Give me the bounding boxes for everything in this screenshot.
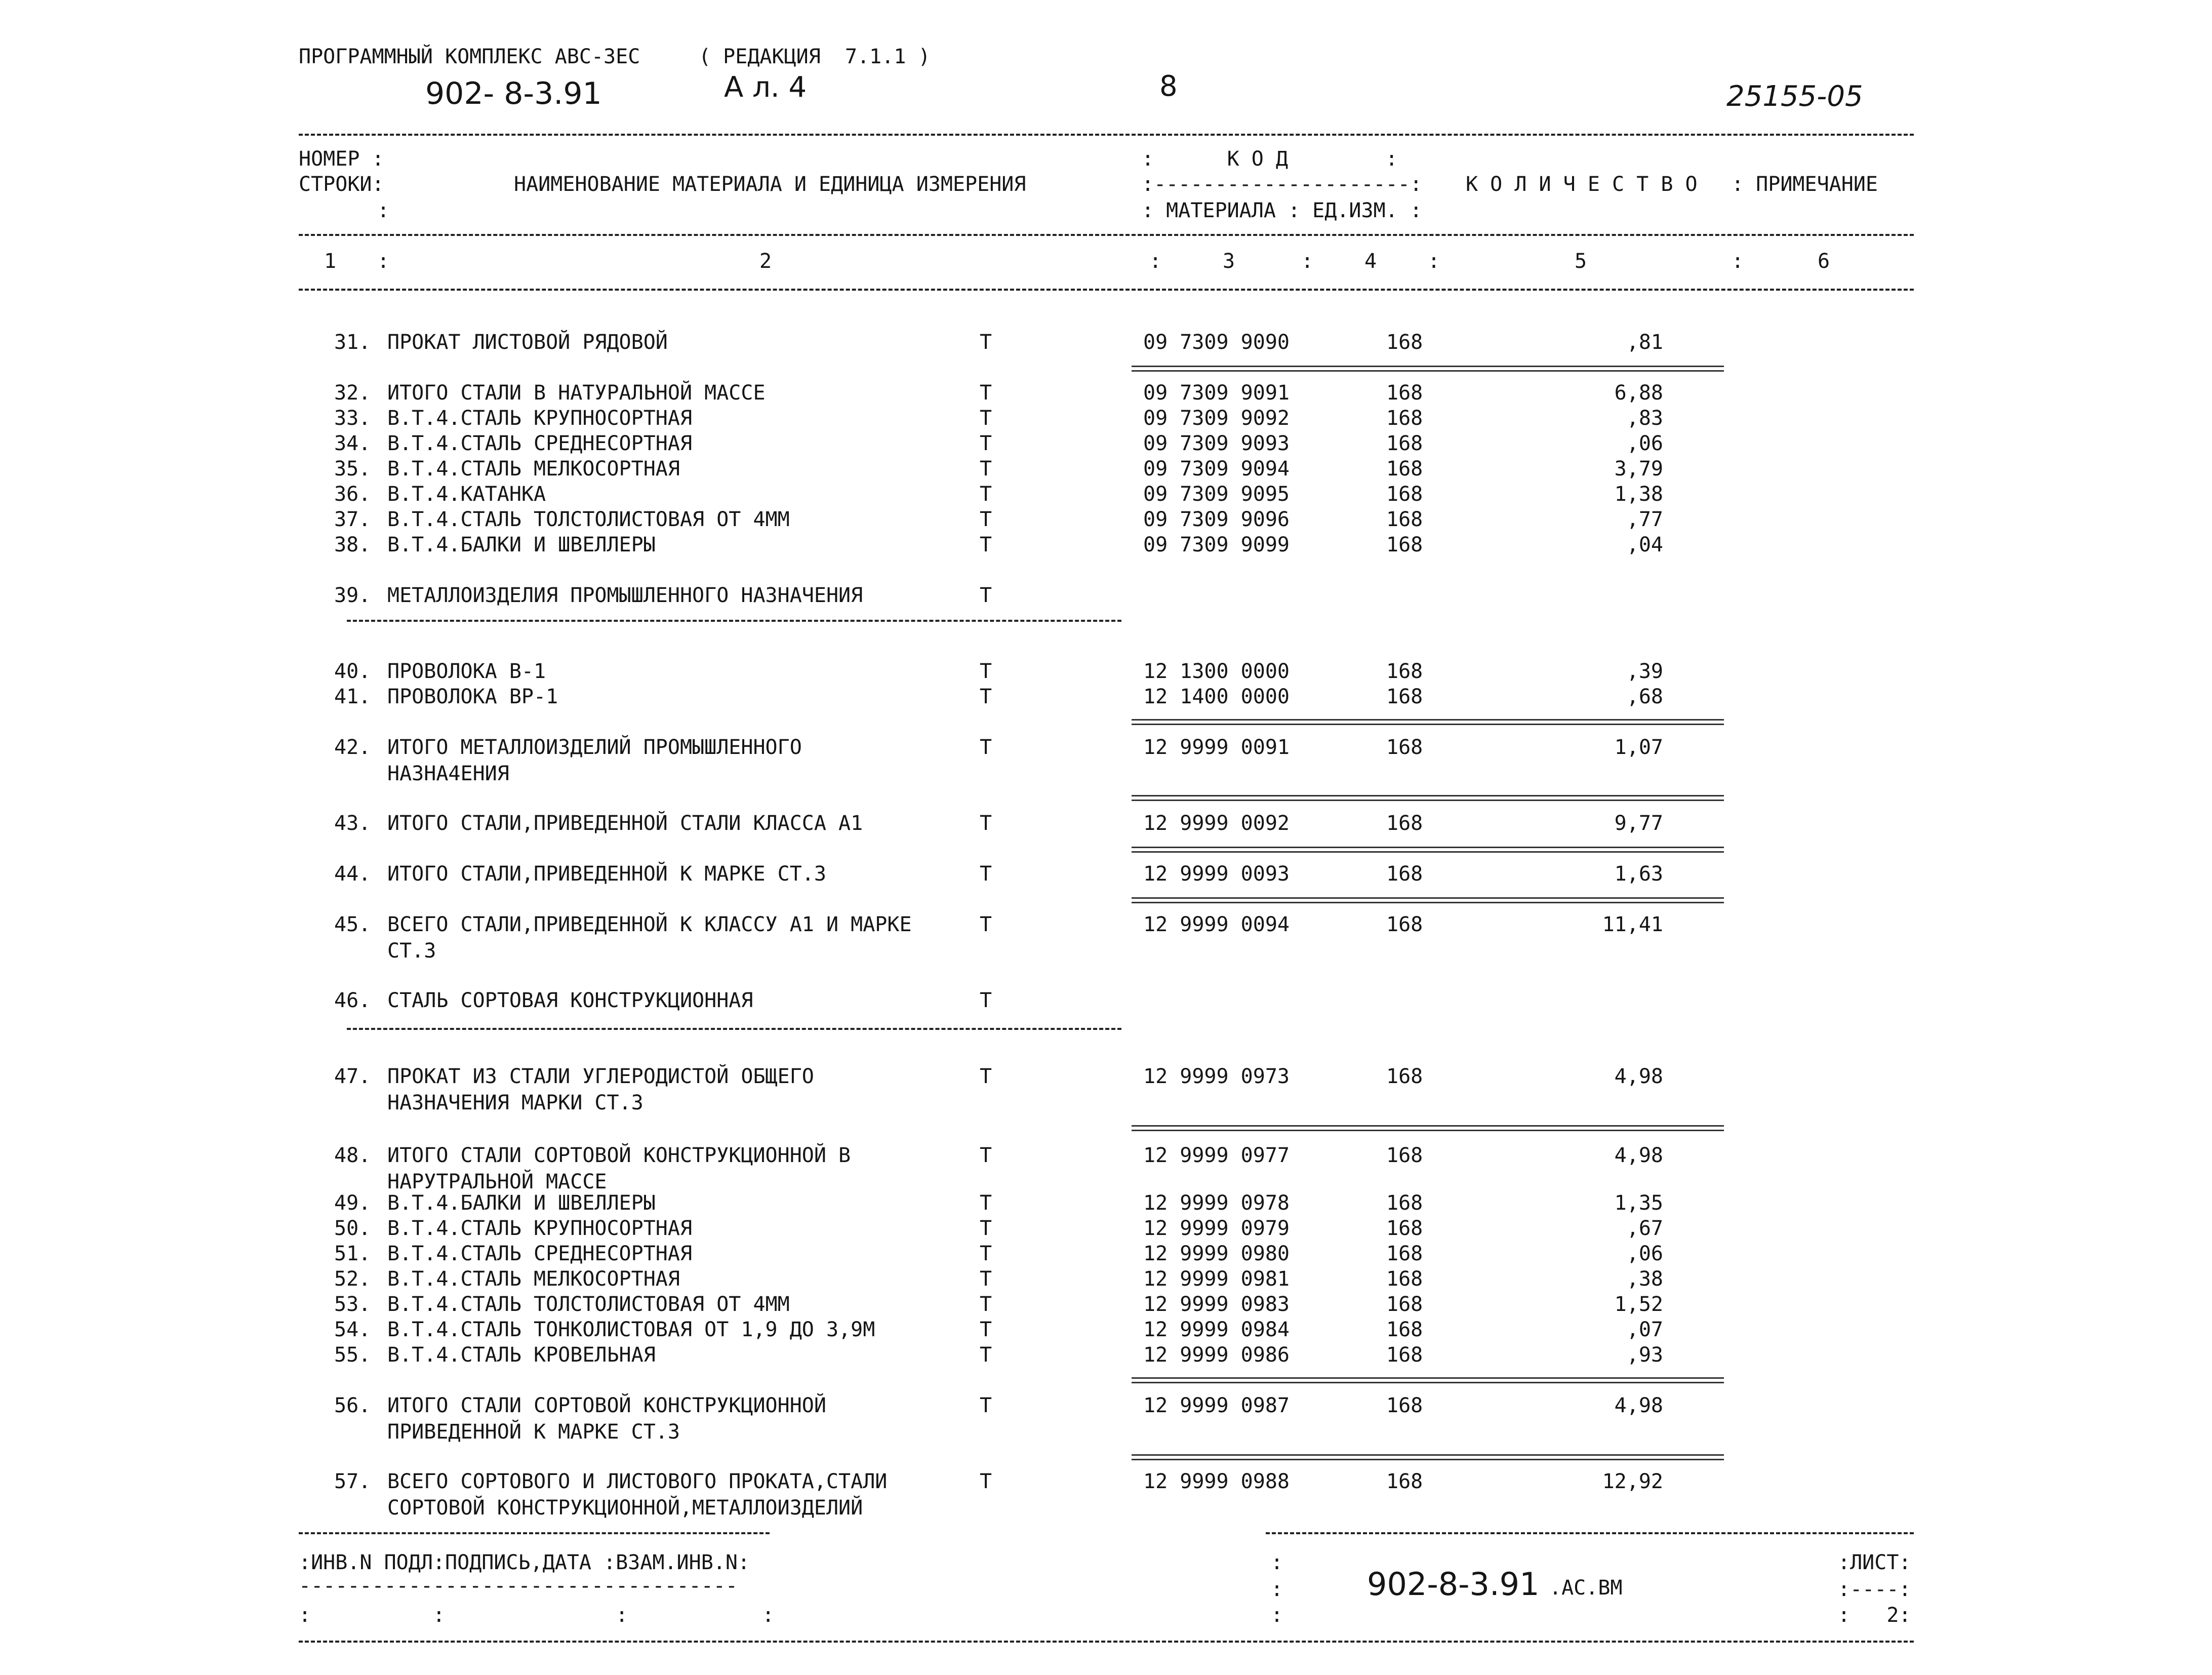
stamp-top-rule (299, 1532, 770, 1534)
total-separator (1132, 1454, 1724, 1460)
row-name: ПРОВОЛОКА В-1 (387, 660, 546, 683)
row-material-code: 12 9999 0983 (1143, 1293, 1290, 1316)
row-quantity: ,81 (1626, 331, 1663, 354)
total-separator (1132, 847, 1724, 853)
row-unit-code: 168 (1386, 483, 1423, 506)
row-unit: Т (980, 1217, 992, 1240)
row-unit-code: 168 (1386, 660, 1423, 683)
row-quantity: ,67 (1626, 1217, 1663, 1240)
row-material-code: 09 7309 9099 (1143, 533, 1290, 556)
row-number: 38. (334, 533, 371, 556)
col-number-5: 5 (1575, 250, 1587, 273)
row-unit-code: 168 (1386, 1267, 1423, 1291)
row-number: 55. (334, 1343, 371, 1367)
program-title: ПРОГРАММНЫЙ КОМПЛЕКС АВС-ЗЕС (299, 45, 640, 68)
handwritten-album: А л. 4 (724, 71, 807, 104)
row-quantity: ,83 (1626, 407, 1663, 430)
stamp-labels: :ИНВ.N ПОДЛ:ПОДПИСЬ,ДАТА :ВЗАМ.ИНВ.N: (299, 1551, 750, 1574)
row-number: 42. (334, 736, 371, 759)
row-name: В.Т.4.СТАЛЬ СРЕДНЕСОРТНАЯ (387, 432, 693, 455)
row-name: В.Т.4.КАТАНКА (387, 483, 546, 506)
row-quantity: 12,92 (1602, 1470, 1663, 1493)
row-material-code: 09 7309 9093 (1143, 432, 1290, 455)
row-number: 44. (334, 862, 371, 886)
row-quantity: 1,38 (1614, 483, 1663, 506)
row-unit-code: 168 (1386, 1191, 1423, 1215)
row-name: НАЗНАЧЕНИЯ МАРКИ СТ.3 (387, 1091, 644, 1114)
row-quantity: 9,77 (1614, 812, 1663, 835)
row-unit: Т (980, 685, 992, 708)
row-quantity: 4,98 (1614, 1065, 1663, 1088)
row-unit: Т (980, 1470, 992, 1493)
footer-doc-code: 902-8-3.91 (1367, 1566, 1540, 1603)
col-sep: : (1732, 250, 1744, 273)
row-number: 46. (334, 989, 371, 1012)
row-material-code: 09 7309 9091 (1143, 381, 1290, 405)
stamp-cells: : : : : (299, 1604, 775, 1627)
total-separator (1132, 1377, 1724, 1383)
row-unit: Т (980, 381, 992, 405)
row-material-code: 12 9999 0094 (1143, 913, 1290, 936)
row-name: ВСЕГО СОРТОВОГО И ЛИСТОВОГО ПРОКАТА,СТАЛИ (387, 1470, 888, 1493)
footer-doc-suffix: .АС.ВМ (1549, 1576, 1623, 1600)
header-bottom-rule (299, 289, 1914, 291)
row-name: ИТОГО МЕТАЛЛОИЗДЕЛИЙ ПРОМЫШЛЕННОГО (387, 736, 802, 759)
col-number-2: 2 (759, 250, 772, 273)
row-name: СОРТОВОЙ КОНСТРУКЦИОННОЙ,МЕТАЛЛОИЗДЕЛИЙ (387, 1496, 863, 1520)
row-material-code: 12 9999 0981 (1143, 1267, 1290, 1291)
row-unit: Т (980, 508, 992, 531)
row-unit-code: 168 (1386, 1144, 1423, 1167)
stamp-dashes: ------------------------------------ (299, 1574, 738, 1598)
row-number: 45. (334, 913, 371, 936)
row-unit: Т (980, 533, 992, 556)
row-material-code: 12 9999 0093 (1143, 862, 1290, 886)
row-unit: Т (980, 457, 992, 481)
row-unit: Т (980, 812, 992, 835)
total-separator (1132, 1125, 1724, 1131)
row-name: ИТОГО СТАЛИ,ПРИВЕДЕННОЙ К МАРКЕ СТ.3 (387, 862, 826, 886)
row-quantity: ,04 (1626, 533, 1663, 556)
row-quantity: ,77 (1626, 508, 1663, 531)
row-quantity: 11,41 (1602, 913, 1663, 936)
row-unit: Т (980, 1343, 992, 1367)
row-number: 57. (334, 1470, 371, 1493)
row-number: 56. (334, 1394, 371, 1417)
title-block-top-rule (1266, 1532, 1914, 1534)
row-unit-code: 168 (1386, 736, 1423, 759)
row-number: 52. (334, 1267, 371, 1291)
col-sep: : (1301, 250, 1314, 273)
row-name: В.Т.4.СТАЛЬ СРЕДНЕСОРТНАЯ (387, 1242, 693, 1265)
total-separator (1132, 795, 1724, 801)
row-unit: Т (980, 660, 992, 683)
row-quantity: ,68 (1626, 685, 1663, 708)
row-unit: Т (980, 1191, 992, 1215)
row-material-code: 12 9999 0986 (1143, 1343, 1290, 1367)
row-name: ИТОГО СТАЛИ СОРТОВОЙ КОНСТРУКЦИОННОЙ В (387, 1144, 851, 1167)
row-number: 37. (334, 508, 371, 531)
row-number: 50. (334, 1217, 371, 1240)
sheet-number: : 2: (1838, 1604, 1911, 1627)
handwritten-doc-code: 902- 8-3.91 (425, 76, 602, 111)
row-unit: Т (980, 432, 992, 455)
col-sep: : (377, 250, 390, 273)
row-material-code: 09 7309 9096 (1143, 508, 1290, 531)
row-name: МЕТАЛЛОИЗДЕЛИЯ ПРОМЫШЛЕННОГО НАЗНАЧЕНИЯ (387, 584, 863, 607)
row-material-code: 12 9999 0980 (1143, 1242, 1290, 1265)
row-unit: Т (980, 913, 992, 936)
row-unit-code: 168 (1386, 1470, 1423, 1493)
row-material-code: 12 9999 0091 (1143, 736, 1290, 759)
row-number: 47. (334, 1065, 371, 1088)
header-top-rule (299, 134, 1914, 136)
row-number: 35. (334, 457, 371, 481)
row-unit-code: 168 (1386, 1242, 1423, 1265)
col-number-6: 6 (1818, 250, 1830, 273)
row-unit-code: 168 (1386, 1217, 1423, 1240)
row-name: СТ.3 (387, 939, 436, 963)
row-name: ИТОГО СТАЛИ В НАТУРАЛЬНОЙ МАССЕ (387, 381, 766, 405)
sheet-separator: :----: (1838, 1578, 1911, 1601)
row-number: 39. (334, 584, 371, 607)
row-unit-code: 168 (1386, 1293, 1423, 1316)
row-number: 54. (334, 1318, 371, 1341)
row-number: 34. (334, 432, 371, 455)
col-number-label-3: : (377, 199, 390, 222)
row-unit: Т (980, 1065, 992, 1088)
row-quantity: 1,63 (1614, 862, 1663, 886)
col-code-title: : К О Д : (1142, 147, 1398, 171)
row-material-code: 12 9999 0988 (1143, 1470, 1290, 1493)
row-number: 43. (334, 812, 371, 835)
row-number: 48. (334, 1144, 371, 1167)
col-code-separator: :---------------------: (1142, 173, 1422, 196)
row-name: СТАЛЬ СОРТОВАЯ КОНСТРУКЦИОННАЯ (387, 989, 753, 1012)
col-number-label-1: НОМЕР : (299, 147, 384, 171)
page-number: 8 (1159, 70, 1178, 103)
row-name: ИТОГО СТАЛИ СОРТОВОЙ КОНСТРУКЦИОННОЙ (387, 1394, 826, 1417)
row-unit-code: 168 (1386, 1394, 1423, 1417)
total-separator (1132, 366, 1724, 372)
row-name: В.Т.4.СТАЛЬ ТОЛСТОЛИСТОВАЯ ОТ 4ММ (387, 1293, 790, 1316)
row-material-code: 12 9999 0979 (1143, 1217, 1290, 1240)
row-material-code: 12 1400 0000 (1143, 685, 1290, 708)
row-unit-code: 168 (1386, 812, 1423, 835)
row-material-code: 09 7309 9090 (1143, 331, 1290, 354)
row-quantity: 1,52 (1614, 1293, 1663, 1316)
row-unit: Т (980, 989, 992, 1012)
row-unit-code: 168 (1386, 685, 1423, 708)
row-number: 32. (334, 381, 371, 405)
title-block-sep: : (1271, 1551, 1283, 1574)
row-name: В.Т.4.СТАЛЬ ТОНКОЛИСТОВАЯ ОТ 1,9 ДО 3,9М (387, 1318, 875, 1341)
row-quantity: 1,35 (1614, 1191, 1663, 1215)
row-name: В.Т.4.СТАЛЬ МЕЛКОСОРТНАЯ (387, 457, 680, 481)
row-quantity: 4,98 (1614, 1394, 1663, 1417)
row-material-code: 12 9999 0977 (1143, 1144, 1290, 1167)
row-name: В.Т.4.СТАЛЬ МЕЛКОСОРТНАЯ (387, 1267, 680, 1291)
row-material-code: 12 9999 0978 (1143, 1191, 1290, 1215)
row-unit-code: 168 (1386, 1318, 1423, 1341)
row-name: В.Т.4.СТАЛЬ КРУПНОСОРТНАЯ (387, 1217, 693, 1240)
row-unit-code: 168 (1386, 331, 1423, 354)
row-name: В.Т.4.БАЛКИ И ШВЕЛЛЕРЫ (387, 533, 656, 556)
row-name: ПРОКАТ ЛИСТОВОЙ РЯДОВОЙ (387, 331, 668, 354)
row-material-code: 09 7309 9092 (1143, 407, 1290, 430)
header-mid-rule (299, 234, 1914, 236)
row-unit-code: 168 (1386, 1343, 1423, 1367)
col-number-label-2: СТРОКИ: (299, 173, 384, 196)
row-quantity: ,39 (1626, 660, 1663, 683)
row-unit-code: 168 (1386, 913, 1423, 936)
total-separator (1132, 897, 1724, 903)
col-note-label: : ПРИМЕЧАНИЕ (1732, 173, 1878, 196)
row-name: ПРОВОЛОКА ВР-1 (387, 685, 558, 708)
row-quantity: 1,07 (1614, 736, 1663, 759)
row-unit: Т (980, 407, 992, 430)
row-unit: Т (980, 1293, 992, 1316)
title-block-sep: : (1271, 1578, 1283, 1601)
row-unit-code: 168 (1386, 407, 1423, 430)
title-block-sep: : (1271, 1604, 1283, 1627)
row-number: 40. (334, 660, 371, 683)
row-unit-code: 168 (1386, 457, 1423, 481)
page-bottom-rule (299, 1641, 1914, 1643)
row-unit: Т (980, 1242, 992, 1265)
col-number-1: 1 (324, 250, 337, 273)
row-unit: Т (980, 1267, 992, 1291)
row-unit: Т (980, 862, 992, 886)
row-number: 33. (334, 407, 371, 430)
row-unit-code: 168 (1386, 533, 1423, 556)
row-unit-code: 168 (1386, 381, 1423, 405)
row-name: ПРИВЕДЕННОЙ К МАРКЕ СТ.3 (387, 1420, 680, 1444)
row-number: 51. (334, 1242, 371, 1265)
row-material-code: 12 9999 0984 (1143, 1318, 1290, 1341)
row-name: В.Т.4.БАЛКИ И ШВЕЛЛЕРЫ (387, 1191, 656, 1215)
row-material-code: 09 7309 9095 (1143, 483, 1290, 506)
row-unit: Т (980, 1394, 992, 1417)
row-unit-code: 168 (1386, 862, 1423, 886)
row-quantity: ,07 (1626, 1318, 1663, 1341)
row-name: В.Т.4.СТАЛЬ ТОЛСТОЛИСТОВАЯ ОТ 4ММ (387, 508, 790, 531)
row-number: 36. (334, 483, 371, 506)
row-unit: Т (980, 584, 992, 607)
row-quantity: 4,98 (1614, 1144, 1663, 1167)
col-sep: : (1149, 250, 1162, 273)
row-name: В.Т.4.СТАЛЬ КРОВЕЛЬНАЯ (387, 1343, 656, 1367)
row-name: В.Т.4.СТАЛЬ КРУПНОСОРТНАЯ (387, 407, 693, 430)
col-number-3: 3 (1223, 250, 1235, 273)
row-unit: Т (980, 1144, 992, 1167)
row-name: НАРУТРАЛЬНОЙ МАССЕ (387, 1170, 607, 1193)
section-rule (347, 620, 1121, 622)
row-material-code: 12 9999 0973 (1143, 1065, 1290, 1088)
edition-label: ( РЕДАКЦИЯ 7.1.1 ) (699, 45, 931, 68)
row-material-code: 12 1300 0000 (1143, 660, 1290, 683)
row-unit-code: 168 (1386, 1065, 1423, 1088)
row-material-code: 12 9999 0092 (1143, 812, 1290, 835)
col-name-label: НАИМЕНОВАНИЕ МАТЕРИАЛА И ЕДИНИЦА ИЗМЕРЕНИЯ (514, 173, 1026, 196)
col-code-sublabels: : МАТЕРИАЛА : ЕД.ИЗМ. : (1142, 199, 1422, 222)
row-unit: Т (980, 736, 992, 759)
row-quantity: ,06 (1626, 432, 1663, 455)
row-unit: Т (980, 1318, 992, 1341)
row-unit-code: 168 (1386, 432, 1423, 455)
row-name: ИТОГО СТАЛИ,ПРИВЕДЕННОЙ СТАЛИ КЛАССА А1 (387, 812, 863, 835)
row-name: ПРОКАТ ИЗ СТАЛИ УГЛЕРОДИСТОЙ ОБЩЕГО (387, 1065, 814, 1088)
row-unit: Т (980, 483, 992, 506)
row-quantity: 6,88 (1614, 381, 1663, 405)
row-number: 49. (334, 1191, 371, 1215)
row-number: 41. (334, 685, 371, 708)
row-number: 53. (334, 1293, 371, 1316)
row-material-code: 12 9999 0987 (1143, 1394, 1290, 1417)
row-name: НАЗНА4ЕНИЯ (387, 762, 509, 785)
row-unit: Т (980, 331, 992, 354)
row-quantity: ,93 (1626, 1343, 1663, 1367)
row-name: ВСЕГО СТАЛИ,ПРИВЕДЕННОЙ К КЛАССУ А1 И МАРКЕ (387, 913, 912, 936)
col-number-4: 4 (1364, 250, 1377, 273)
section-rule (347, 1028, 1121, 1030)
row-number: 31. (334, 331, 371, 354)
row-quantity: ,38 (1626, 1267, 1663, 1291)
row-quantity: 3,79 (1614, 457, 1663, 481)
handwritten-registration: 25155-05 (1726, 80, 1863, 113)
row-material-code: 09 7309 9094 (1143, 457, 1290, 481)
col-quantity-label: К О Л И Ч Е С Т В О (1466, 173, 1698, 196)
total-separator (1132, 719, 1724, 725)
row-quantity: ,06 (1626, 1242, 1663, 1265)
row-unit-code: 168 (1386, 508, 1423, 531)
col-sep: : (1428, 250, 1440, 273)
sheet-label: :ЛИСТ: (1838, 1551, 1911, 1574)
